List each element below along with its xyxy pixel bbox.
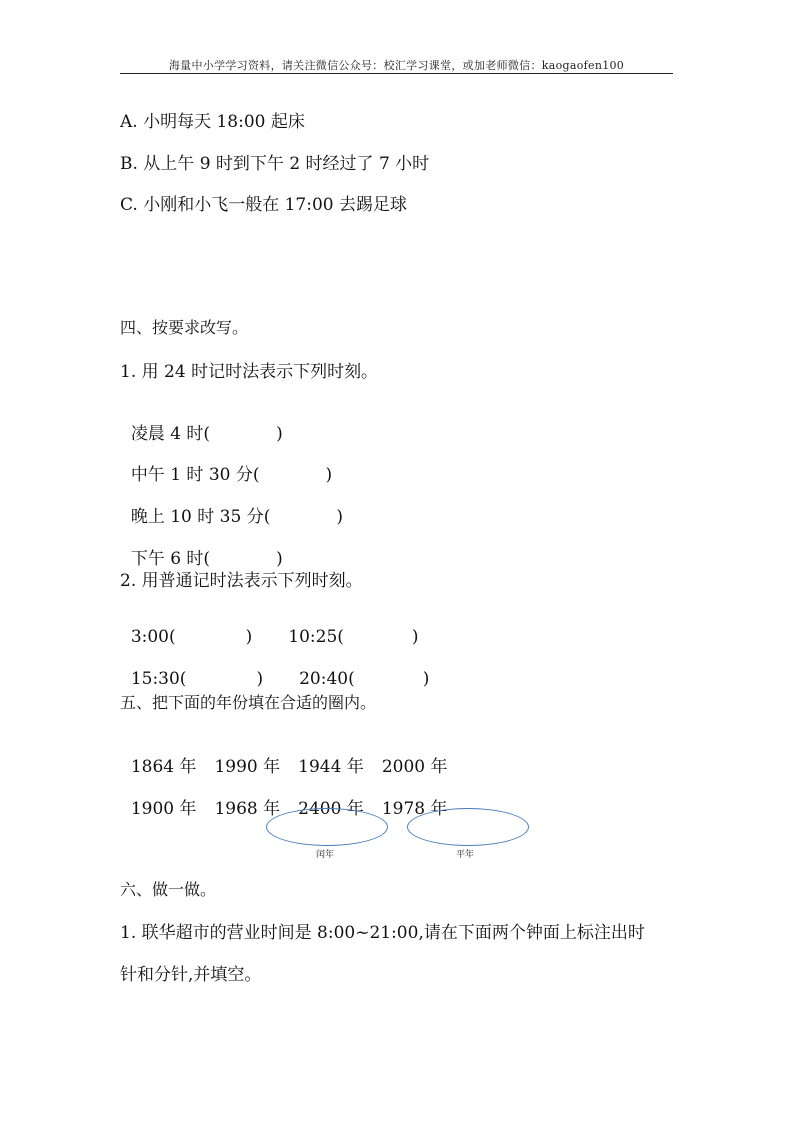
q1-item-close: ) <box>276 424 283 444</box>
option-b: B. 从上午 9 时到下午 2 时经过了 7 小时 <box>120 154 430 174</box>
leap-year-label: 闰年 <box>315 850 334 860</box>
option-a: A. 小明每天 18:00 起床 <box>120 112 305 132</box>
q2-row-2 <box>120 649 429 689</box>
common-year-label: 平年 <box>455 850 474 860</box>
year-item: 1864 年 <box>130 757 197 777</box>
common-year-circle <box>407 808 529 846</box>
q2-item-label: 20:40( <box>299 669 355 689</box>
years-row-2 <box>120 774 448 819</box>
year-item: 1968 年 <box>214 799 281 819</box>
q1-item-label: 中午 1 时 30 分( <box>130 465 260 485</box>
section-6-title: 六、做一做。 <box>120 880 217 899</box>
q1-item-label: 下午 6 时( <box>130 549 211 569</box>
q2-item-label: 15:30( <box>130 669 187 689</box>
q1-item-label: 晚上 10 时 35 分( <box>130 507 271 527</box>
year-item: 1944 年 <box>298 757 364 777</box>
header-divider <box>120 73 673 74</box>
year-item: 2000 年 <box>381 757 448 777</box>
q2-item-close: ) <box>245 627 253 647</box>
years-row-1 <box>120 732 448 777</box>
section-5-title: 五、把下面的年份填在合适的圈内。 <box>120 693 377 712</box>
q2-row-1 <box>120 607 419 647</box>
q1-item-close: ) <box>325 465 333 485</box>
q2-item-close: ) <box>411 627 419 647</box>
q2-item-label: 3:00( <box>130 627 176 647</box>
year-item: 1900 年 <box>130 799 197 819</box>
q1-item-4 <box>120 524 283 569</box>
year-item: 1978 年 <box>381 799 448 819</box>
q1-item-close: ) <box>336 507 343 527</box>
section-6-q1-line2: 针和分针,并填空。 <box>120 965 262 985</box>
page-header: 海量中小学学习资料，请关注微信公众号：校汇学习课堂，或加老师微信：kaogaofen100 <box>168 59 625 72</box>
q2-item-close: ) <box>256 669 264 689</box>
section-4-q1-title: 1. 用 24 时记时法表示下列时刻。 <box>120 362 379 382</box>
year-item: 2400 年 <box>298 799 364 819</box>
q1-item-label: 凌晨 4 时( <box>130 424 211 444</box>
section-4-title: 四、按要求改写。 <box>120 318 249 337</box>
q1-item-close: ) <box>276 549 283 569</box>
leap-year-circle <box>266 808 388 846</box>
q2-item-label: 10:25( <box>288 627 344 647</box>
year-item: 1990 年 <box>214 757 281 777</box>
q1-item-1 <box>120 399 283 444</box>
option-c: C. 小刚和小飞一般在 17:00 去踢足球 <box>120 195 408 215</box>
q1-item-2 <box>120 440 332 485</box>
section-4-q2-title: 2. 用普通记时法表示下列时刻。 <box>120 571 363 591</box>
section-6-q1-line1: 1. 联华超市的营业时间是 8:00~21:00,请在下面两个钟面上标注出时 <box>120 923 645 943</box>
q2-item-close: ) <box>422 669 430 689</box>
q1-item-3 <box>120 482 343 527</box>
